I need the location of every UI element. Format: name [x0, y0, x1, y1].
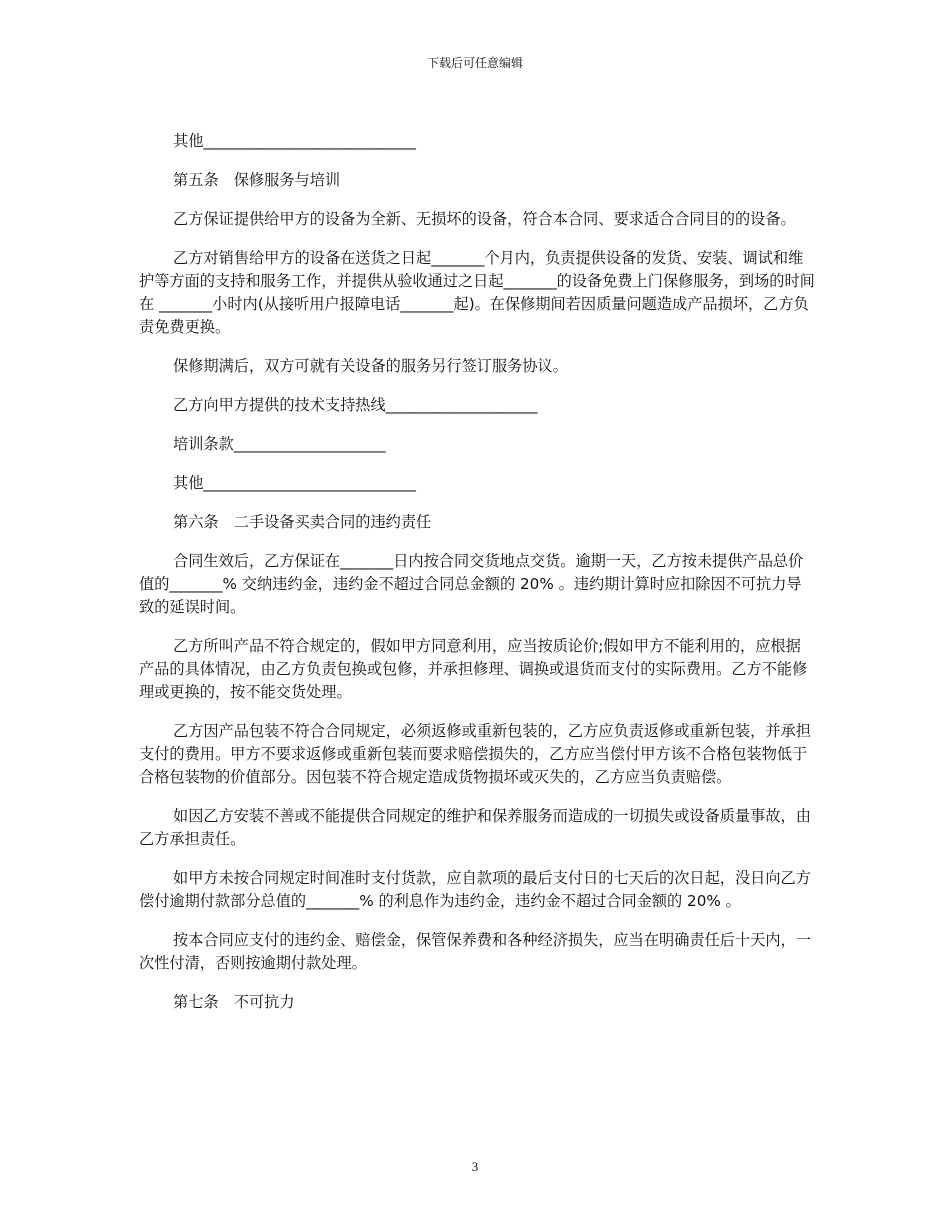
- paragraph: 如因乙方安装不善或不能提供合同规定的维护和保养服务而造成的一切损失或设备质量事故，由乙方承担责任。: [139, 807, 811, 848]
- clause-other-line: 其他____________________________: [173, 132, 416, 150]
- article-7-heading: 第七条 不可抗力: [173, 993, 295, 1011]
- paragraph: 乙方所叫产品不符合规定的，假如甲方同意利用，应当按质论价;假如甲方不能利用的，应根据产品的具体情况，由乙方负责包换或包修，并承担修理、调换或退货而支付的实际费用。乙方不能修理或更换的，按不能交货处理。: [139, 637, 808, 701]
- training-line: 培训条款____________________: [173, 435, 386, 453]
- article-5-heading: 第五条 保修服务与培训: [173, 171, 341, 189]
- paragraph: 乙方对销售给甲方的设备在送货之日起_______个月内，负责提供设备的发货、安装、调试和维护等方面的支持和服务工作，并提供从验收通过之日起_______的设备免费上门保修服务，到场的时间在 _______小时内(从接听用户报障电话_______起)。在保修期间若因质量问题造成产品损坏，乙方负责免费更换。: [139, 249, 815, 336]
- paragraph: 按本合同应支付的违约金、赔偿金，保管保养费和各种经济损失，应当在明确责任后十天内，一次性付清，否则按逾期付款处理。: [139, 931, 811, 972]
- page-number: 3: [471, 1159, 479, 1174]
- paragraph: 如甲方未按合同规定时间准时支付货款，应自款项的最后支付日的七天后的次日起，没日向乙方偿付逾期付款部分总值的_______% 的利息作为违约金，违约金不超过合同金额的 20% 。: [139, 869, 811, 910]
- page-header: 下载后可任意编辑: [426, 56, 523, 70]
- paragraph: 乙方保证提供给甲方的设备为全新、无损坏的设备，符合本合同、要求适合合同目的的设备。: [173, 210, 796, 228]
- paragraph: 合同生效后，乙方保证在_______日内按合同交货地点交货。逾期一天，乙方按未提供产品总价值的_______% 交纳违约金，违约金不超过合同总金额的 20% 。违约期计算时应扣除因不可抗力导致的延误时间。: [139, 552, 804, 616]
- article-6-heading: 第六条 二手设备买卖合同的违约责任: [173, 513, 432, 531]
- paragraph: 保修期满后，双方可就有关设备的服务另行签订服务协议。: [173, 357, 568, 375]
- document-body: [139, 130, 815, 1030]
- clause-other-line: 其他____________________________: [173, 474, 416, 492]
- paragraph: 乙方因产品包装不符合合同规定，必须返修或重新包装的，乙方应负责返修或重新包装，并承担支付的费用。甲方不要求返修或重新包装而要求赔偿损失的，乙方应当偿付甲方该不合格包装物低于合格包装物的价值部分。因包装不符合规定造成货物损坏或灭失的，乙方应当负责赔偿。: [139, 722, 811, 786]
- hotline-line: 乙方向甲方提供的技术支持热线____________________: [173, 396, 538, 414]
